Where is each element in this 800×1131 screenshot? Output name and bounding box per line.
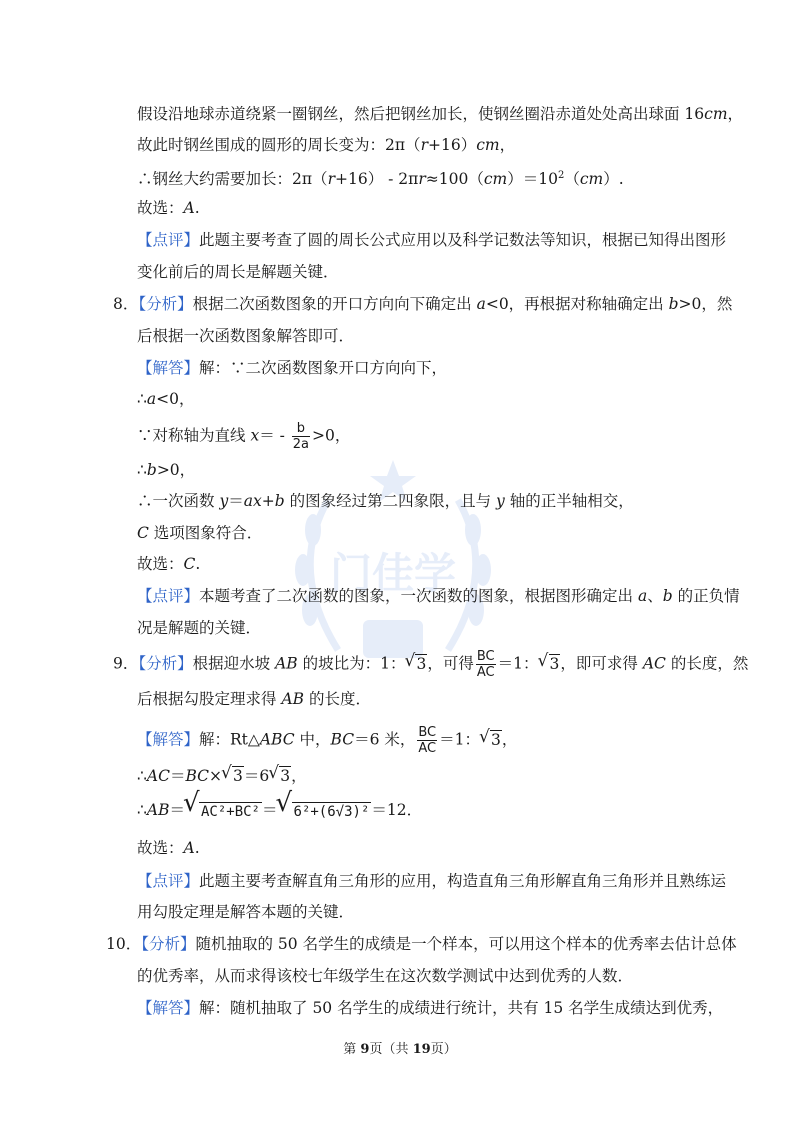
review-paragraph: 【点评】此题主要考查了圆的周长公式应用以及科学记数法等知识，根据已知得出图形 [137,231,727,249]
analysis-tag: 【分析】 [138,654,193,673]
review-tag: 【点评】 [137,872,200,890]
analysis-tag: 【分析】 [138,295,193,313]
text-line: 假设沿地球赤道绕紧一圈钢丝，然后把钢丝加长，使钢丝圈沿赤道处处高出球面 16cm， [137,105,744,123]
sqrt-expression: √ 3 [539,653,561,675]
sqrt-expression: √ 3 [480,729,502,751]
text-line: 的优秀率，从而求得该校七年级学生在这次数学测试中达到优秀的人数． [137,967,634,985]
review-paragraph: 【点评】本题考查了二次函数的图象，一次函数的图象，根据图形确定出 a、b 的正负情 [137,587,740,605]
question-10-analysis: 10．【分析】随机抽取的 50 名学生的成绩是一个样本，可以用这个样本的优秀率去估计总体 [106,935,737,953]
math-line: ∵对称轴为直线 x＝ - $\frac{b}{2a}$ >0， [137,421,351,452]
math-line: ∴AB＝√ AC²+BC² ＝√ 6²+(6√3)² ＝12． [137,799,422,823]
math-line: ∴AC＝BC×√ 3＝6√ 3， [137,765,307,787]
page-footer: 第 9页（共 19页） [343,1042,457,1057]
answer-tag: 【解答】 [137,359,200,377]
answer-choice: 故选：A. [137,839,200,857]
sqrt-expression: √ 3 [269,765,291,787]
answer-tag: 【解答】 [137,730,200,749]
review-paragraph: 【点评】此题主要考查解直角三角形的应用，构造直角三角形解直角三角形并且熟练运 [137,872,727,890]
text-line: 况是解题的关键． [137,619,262,637]
fraction: $\frac{b}{2a}$ [292,421,310,452]
page-total: 19 [412,1042,431,1057]
answer-tag: 【解答】 [137,999,200,1017]
answer-choice: 故选：C. [137,555,201,573]
question-8-answer: 【解答】解：∵二次函数图象开口方向向下， [137,359,448,377]
review-tag: 【点评】 [137,231,200,249]
sqrt-expression: √ 3 [405,653,427,675]
question-9-answer: 【解答】解：Rt△ABC 中，BC＝6 米， $\frac{BC}{AC}$ ＝1：√ 3， [137,725,517,756]
question-8-analysis: 8．【分析】根据二次函数图象的开口方向向下确定出 a<0，再根据对称轴确定出 b>0，然 [113,295,733,313]
analysis-tag: 【分析】 [141,935,196,953]
question-10-answer: 【解答】解：随机抽取了 50 名学生的成绩进行统计，共有 15 名学生成绩达到优秀， [137,999,724,1017]
text-line: 后根据一次函数图象解答即可． [137,327,355,345]
fraction: $\frac{BC}{AC}$ [476,649,495,680]
text-line: 后根据勾股定理求得 AB 的长度． [137,690,371,708]
fraction: $\frac{BC}{AC}$ [418,725,437,756]
text-line: 故此时钢丝围成的圆形的周长变为：2π（r+16）cm， [137,136,516,154]
text-line: ∴钢丝大约需要加长：$2\pi(r+16) - 2\pi r\approx 100(cm)=10^2(cm)$. [137,170,624,189]
math-line: ∴b>0， [137,461,196,479]
review-tag: 【点评】 [137,587,200,605]
text-line: 变化前后的周长是解题关键． [137,263,339,281]
question-9-analysis: 9．【分析】根据迎水坡 AB 的坡比为：1：√ 3，可得 $\frac{BC}{AC}$ ＝1：√ 3，即可求得 AC 的长度，然 [113,649,748,680]
sqrt-expression: √ 6²+(6√3)² [278,800,372,823]
text-line: C 选项图象符合． [137,524,263,542]
watermark-text: 门佳学 [329,550,457,597]
math-line: ∴a<0， [137,390,195,408]
page-number: 9 [360,1042,370,1057]
math-line: ∴一次函数 y＝ax+b 的图象经过第二四象限，且与 y 轴的正半轴相交， [137,492,634,510]
sqrt-expression: √ 3 [222,765,244,787]
answer-choice: 故选：A. [137,199,200,217]
text-line: 用勾股定理是解答本题的关键． [137,903,355,921]
sqrt-expression: √ AC²+BC² [185,800,262,823]
